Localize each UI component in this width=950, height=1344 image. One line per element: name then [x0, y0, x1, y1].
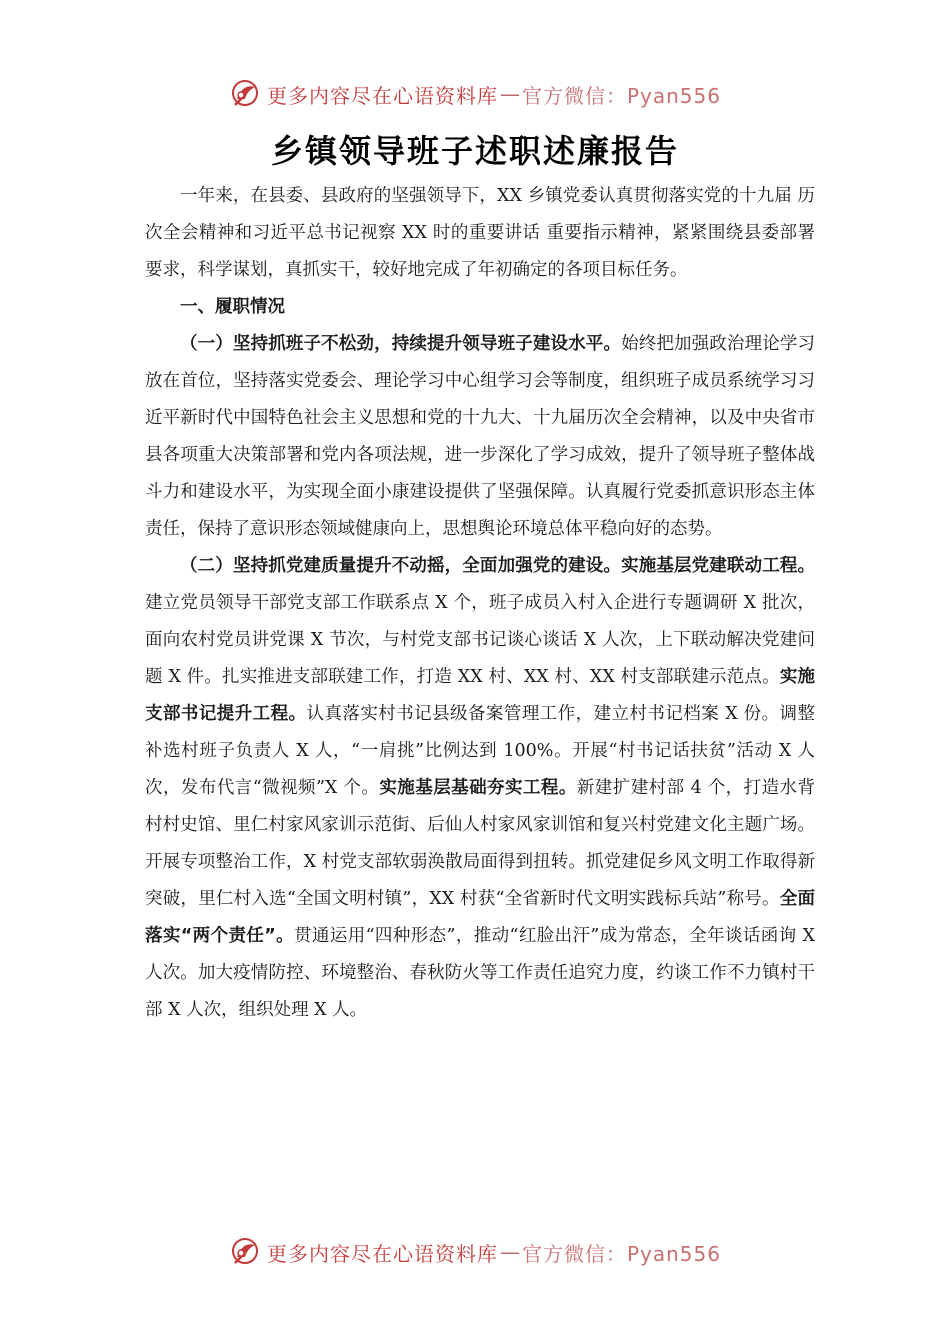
banner-separator: — [499, 1240, 520, 1264]
paragraph-2-text-3: 新建扩建村部 4 个，打造水背村村史馆、里仁村家风家训示范街、后仙人村家风家训馆和复兴村党建文化主题广场。开展专项整治工作，X 村党支部软弱涣散局面得到扭转。抓党建促乡风文明工作取得新突破，里仁村入选“全国文明村镇”，XX 村获“全省新时代文明实践标兵站”称号。 [145, 778, 815, 909]
paragraph-2-text-2: 认真落实村书记县级备案管理工作，建立村书记档案 X 份。调整补选村班子负责人 X 人，“一肩挑”比例达到 100%。开展“村书记话扶贫”活动 X 人次，发布代言“微视频”X 个。 [145, 704, 815, 798]
paragraph-2 [145, 548, 815, 1029]
paragraph-2-bold-4: 全面落实“两个责任”。 [145, 889, 816, 946]
intro-paragraph: 一年来，在县委、县政府的坚强领导下，XX 乡镇党委认真贯彻落实党的十九届 历次全会精神和习近平总书记视察 XX 时的重要讲话 重要指示精神，紧紧围绕县委部署要求，科学谋划，真抓实干，较好地完成了年初确定的各项目标任务。 [145, 186, 815, 280]
section-heading: 一、履职情况 [180, 297, 285, 317]
logo-icon [229, 77, 263, 111]
logo-icon [229, 1235, 263, 1269]
footer-banner [0, 1230, 950, 1274]
paragraph-2-lead: （二）坚持抓党建质量提升不动摇，全面加强党的建设。 [180, 556, 622, 576]
paragraph-1-lead: （一）坚持抓班子不松劲，持续提升领导班子建设水平。 [180, 334, 622, 354]
header-banner [0, 72, 950, 116]
banner-suffix: 官方微信：Pyan556 [521, 1241, 721, 1266]
paragraph-2-text-4: 贯通运用“四种形态”，推动“红脸出汗”成为常态，全年谈话函询 X 人次。加大疫情防控、环境整治、春秋防火等工作责任追究力度，约谈工作不力镇村干部 X 人次，组织处理 X 人。 [145, 926, 815, 1020]
banner-text: 更多内容尽在心语资料库 [266, 83, 498, 108]
banner-suffix: 官方微信：Pyan556 [521, 83, 721, 108]
document-body [145, 178, 815, 1029]
banner-text: 更多内容尽在心语资料库 [266, 1241, 498, 1266]
banner-separator: — [499, 82, 520, 106]
paragraph-1 [145, 326, 815, 548]
paragraph-2-bold-2: 实施支部书记提升工程。 [145, 667, 816, 724]
paragraph-2-text-1: 建立党员领导干部党支部工作联系点 X 个，班子成员入村入企进行专题调研 X 批次，面向农村党员讲党课 X 节次，与村党支部书记谈心谈话 X 人次，上下联动解决党建问题 X 件。扎实推进支部联建工作，打造 XX 村、XX 村、XX 村支部联建示范点。 [145, 593, 815, 687]
paragraph-1-text: 始终把加强政治理论学习放在首位，坚持落实党委会、理论学习中心组学习会等制度，组织班子成员系统学习习近平新时代中国特色社会主义思想和党的十九大、十九届历次全会精神，以及中央省市县各项重大决策部署和党内各项法规，进一步深化了学习成效，提升了领导班子整体战斗力和建设水平，为实现全面小康建设提供了坚强保障。认真履行党委抓意识形态主体责任，保持了意识形态领域健康向上，思想舆论环境总体平稳向好的态势。 [145, 334, 816, 539]
paragraph-2-bold-3: 实施基层基础夯实工程。 [379, 778, 577, 798]
paragraph-2-bold-1: 实施基层党建联动工程。 [621, 556, 816, 576]
document-title: 乡镇领导班子述职述廉报告 [270, 132, 679, 170]
